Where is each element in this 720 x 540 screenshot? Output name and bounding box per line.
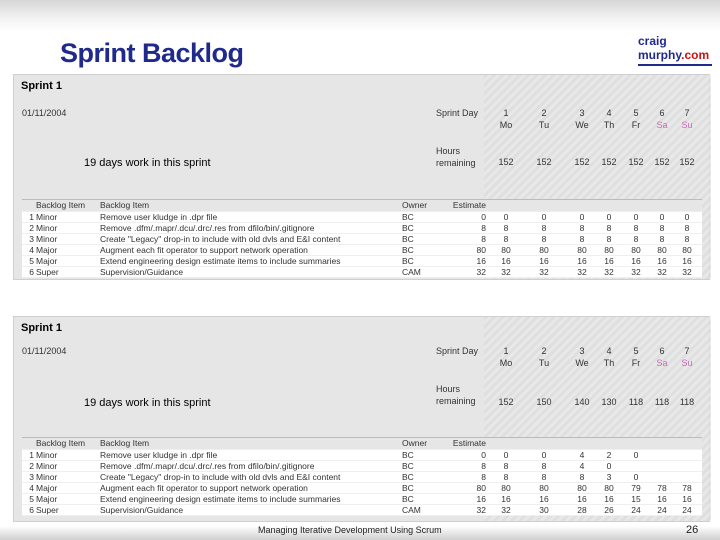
- row-item: Supervision/Guidance: [100, 505, 184, 515]
- row-day-hours: 16: [539, 256, 549, 266]
- header-backlog-item: Backlog Item: [36, 200, 86, 210]
- row-estimate: 0: [481, 212, 486, 222]
- row-day-hours: 8: [606, 223, 612, 233]
- logo-underline: [638, 64, 712, 66]
- row-day-hours: 80: [501, 483, 511, 493]
- row-day-hours: 0: [659, 212, 665, 222]
- row-estimate: 0: [481, 450, 486, 460]
- row-day-hours: 80: [604, 483, 614, 493]
- row-type: Minor: [36, 223, 58, 233]
- sprint-day-name: Tu: [538, 358, 550, 368]
- row-day-hours: 80: [577, 245, 587, 255]
- row-day-hours: 8: [541, 472, 547, 482]
- row-estimate: 80: [476, 483, 486, 493]
- row-type: Major: [36, 256, 58, 266]
- page-number: 26: [686, 524, 699, 536]
- row-day-hours: 80: [682, 245, 692, 255]
- days-work-note: 19 days work in this sprint: [84, 157, 211, 169]
- row-day-hours: 3: [606, 472, 612, 482]
- row-owner: BC: [402, 256, 414, 266]
- row-estimate: 32: [476, 267, 486, 277]
- row-day-hours: 26: [604, 505, 614, 515]
- row-number: 6: [29, 267, 34, 277]
- row-day-hours: 80: [604, 245, 614, 255]
- header-estimate: Estimate: [452, 438, 486, 448]
- sheet-date: 01/11/2004: [22, 108, 67, 118]
- sprint-day-number: 6: [659, 346, 665, 356]
- row-item: Remove .dfm/.mapr/.dcu/.drc/.res from dfilo/bin/.gitignore: [100, 223, 315, 233]
- row-item: Augment each fit operator to support network operation: [100, 483, 308, 493]
- hours-remaining-value: 152: [498, 397, 514, 407]
- sprint-day-name: Sa: [656, 120, 668, 130]
- logo-line-1: craig: [638, 34, 667, 48]
- header-backlog-desc: Backlog Item: [100, 438, 150, 448]
- row-estimate: 8: [481, 472, 486, 482]
- sprint-day-number: 5: [633, 108, 639, 118]
- hours-remaining-label: [436, 383, 476, 407]
- row-owner: BC: [402, 483, 414, 493]
- table-row: [22, 245, 702, 256]
- sprint-day-label: Sprint Day: [436, 108, 479, 118]
- row-day-hours: 8: [503, 234, 509, 244]
- top-gradient-band: [0, 0, 720, 32]
- row-day-hours: 0: [541, 212, 547, 222]
- row-number: 5: [29, 256, 34, 266]
- row-number: 2: [29, 223, 34, 233]
- row-number: 3: [29, 472, 34, 482]
- row-day-hours: 78: [682, 483, 692, 493]
- row-day-hours: 79: [631, 483, 641, 493]
- sprint-day-number: 1: [503, 346, 509, 356]
- table-row: [22, 223, 702, 234]
- row-estimate: 80: [476, 245, 486, 255]
- sprint-day-number: 3: [579, 346, 585, 356]
- row-day-hours: 32: [682, 267, 692, 277]
- sprint-backlog-sheet-1: [13, 74, 710, 280]
- row-day-hours: 32: [501, 267, 511, 277]
- row-day-hours: 16: [539, 494, 549, 504]
- row-day-hours: 80: [539, 483, 549, 493]
- table-row: [22, 483, 702, 494]
- table-row: [22, 461, 702, 472]
- row-estimate: 16: [476, 494, 486, 504]
- row-day-hours: 32: [501, 505, 511, 515]
- sprint-day-number: 4: [606, 346, 612, 356]
- row-item: Extend engineering design estimate items to include summaries: [100, 256, 341, 266]
- row-owner: BC: [402, 461, 414, 471]
- row-day-hours: 8: [684, 223, 690, 233]
- row-day-hours: 0: [606, 461, 612, 471]
- row-day-hours: 32: [631, 267, 641, 277]
- hours-remaining-value: 118: [679, 397, 695, 407]
- row-day-hours: 16: [577, 494, 587, 504]
- row-day-hours: 0: [606, 212, 612, 222]
- row-day-hours: 8: [503, 223, 509, 233]
- row-type: Minor: [36, 461, 58, 471]
- slide-footer: Managing Iterative Development Using Scrum: [258, 525, 442, 535]
- row-day-hours: 0: [541, 450, 547, 460]
- sprint-day-name: We: [575, 358, 589, 368]
- row-owner: BC: [402, 223, 414, 233]
- row-day-hours: 16: [657, 256, 667, 266]
- row-day-hours: 15: [631, 494, 641, 504]
- row-item: Augment each fit operator to support network operation: [100, 245, 308, 255]
- table-row: [22, 267, 702, 278]
- row-day-hours: 0: [503, 212, 509, 222]
- row-day-hours: 28: [577, 505, 587, 515]
- table-header-row: [22, 438, 702, 450]
- row-day-hours: 80: [631, 245, 641, 255]
- sprint-day-label: Sprint Day: [436, 346, 479, 356]
- row-day-hours: 8: [541, 223, 547, 233]
- hours-remaining-value: 152: [601, 157, 617, 167]
- header-backlog-item: Backlog Item: [36, 438, 86, 448]
- hours-remaining-label: [436, 145, 476, 169]
- table-header-row: [22, 200, 702, 212]
- row-day-hours: 0: [579, 212, 585, 222]
- row-item: Create "Legacy" drop-in to include with old dvls and E&I content: [100, 234, 341, 244]
- sprint-day-name: Fr: [631, 120, 641, 130]
- hours-remaining-value: 152: [498, 157, 514, 167]
- row-day-hours: 30: [539, 505, 549, 515]
- row-day-hours: 8: [633, 234, 639, 244]
- header-estimate: Estimate: [452, 200, 486, 210]
- days-work-note: 19 days work in this sprint: [84, 397, 211, 409]
- sprint-day-name: Mo: [499, 120, 513, 130]
- row-day-hours: 8: [579, 234, 585, 244]
- row-day-hours: 16: [682, 494, 692, 504]
- row-estimate: 8: [481, 234, 486, 244]
- row-day-hours: 80: [657, 245, 667, 255]
- row-day-hours: 32: [577, 267, 587, 277]
- sheet-date: 01/11/2004: [22, 346, 67, 356]
- hours-remaining-value: 152: [628, 157, 644, 167]
- row-type: Major: [36, 245, 58, 255]
- row-day-hours: 78: [657, 483, 667, 493]
- row-day-hours: 16: [657, 494, 667, 504]
- row-number: 3: [29, 234, 34, 244]
- sheet-title: Sprint 1: [21, 80, 62, 92]
- row-estimate: 16: [476, 256, 486, 266]
- sprint-day-number: 2: [541, 346, 547, 356]
- row-estimate: 32: [476, 505, 486, 515]
- table-row: [22, 212, 702, 223]
- row-day-hours: 16: [501, 256, 511, 266]
- sprint-day-number: 6: [659, 108, 665, 118]
- hours-remaining-value: 152: [679, 157, 695, 167]
- row-day-hours: 8: [579, 223, 585, 233]
- row-day-hours: 16: [682, 256, 692, 266]
- header-owner: Owner: [402, 438, 428, 448]
- row-estimate: 8: [481, 461, 486, 471]
- row-number: 2: [29, 461, 34, 471]
- row-item: Extend engineering design estimate items to include summaries: [100, 494, 341, 504]
- row-day-hours: 0: [633, 212, 639, 222]
- logo-name: murphy: [638, 48, 682, 62]
- row-day-hours: 8: [503, 461, 509, 471]
- row-day-hours: 80: [539, 245, 549, 255]
- row-item: Create "Legacy" drop-in to include with old dvls and E&I content: [100, 472, 341, 482]
- hours-label-line-1: Hours: [436, 146, 461, 156]
- row-day-hours: 8: [659, 223, 665, 233]
- row-day-hours: 16: [631, 256, 641, 266]
- row-type: Minor: [36, 472, 58, 482]
- header-backlog-desc: Backlog Item: [100, 200, 150, 210]
- logo-domain: .com: [681, 48, 710, 62]
- sprint-day-name: Su: [681, 120, 693, 130]
- row-item: Supervision/Guidance: [100, 267, 184, 277]
- row-day-hours: 16: [501, 494, 511, 504]
- row-type: Super: [36, 267, 59, 277]
- hours-remaining-value: 118: [654, 397, 670, 407]
- row-type: Minor: [36, 450, 58, 460]
- row-day-hours: 8: [503, 472, 509, 482]
- row-type: Major: [36, 483, 58, 493]
- sprint-day-number: 7: [684, 108, 690, 118]
- hours-label-line-2: remaining: [436, 158, 476, 168]
- table-row: [22, 505, 702, 516]
- row-day-hours: 80: [577, 483, 587, 493]
- row-day-hours: 32: [539, 267, 549, 277]
- row-owner: BC: [402, 472, 414, 482]
- table-row: [22, 494, 702, 505]
- row-day-hours: 4: [579, 461, 585, 471]
- sprint-day-name: Tu: [538, 120, 550, 130]
- row-owner: BC: [402, 212, 414, 222]
- row-day-hours: 8: [606, 234, 612, 244]
- row-day-hours: 8: [633, 223, 639, 233]
- table-row: [22, 472, 702, 483]
- row-number: 6: [29, 505, 34, 515]
- row-day-hours: 8: [659, 234, 665, 244]
- row-number: 4: [29, 483, 34, 493]
- table-row: [22, 234, 702, 245]
- hours-remaining-value: 130: [601, 397, 617, 407]
- row-day-hours: 8: [684, 234, 690, 244]
- row-owner: BC: [402, 245, 414, 255]
- hours-remaining-value: 140: [574, 397, 590, 407]
- slide-title: Sprint Backlog: [60, 38, 244, 68]
- sprint-day-name: Fr: [631, 358, 641, 368]
- row-number: 1: [29, 212, 34, 222]
- backlog-table: [22, 437, 702, 516]
- sprint-backlog-sheet-2: [13, 316, 710, 522]
- row-item: Remove user kludge in .dpr file: [100, 450, 218, 460]
- logo-line-2: [638, 48, 716, 62]
- row-day-hours: 0: [633, 450, 639, 460]
- row-day-hours: 0: [633, 472, 639, 482]
- table-row: [22, 256, 702, 267]
- row-day-hours: 16: [577, 256, 587, 266]
- row-day-hours: 2: [606, 450, 612, 460]
- row-type: Major: [36, 494, 58, 504]
- row-day-hours: 24: [682, 505, 692, 515]
- row-number: 4: [29, 245, 34, 255]
- row-type: Super: [36, 505, 59, 515]
- sprint-day-name: Th: [603, 120, 615, 130]
- hours-label-line-2: remaining: [436, 396, 476, 406]
- row-day-hours: 32: [657, 267, 667, 277]
- row-day-hours: 24: [631, 505, 641, 515]
- row-number: 5: [29, 494, 34, 504]
- row-owner: BC: [402, 494, 414, 504]
- sprint-day-name: Su: [681, 358, 693, 368]
- hours-remaining-value: 152: [654, 157, 670, 167]
- sprint-day-number: 2: [541, 108, 547, 118]
- row-item: Remove .dfm/.mapr/.dcu/.drc/.res from dfilo/bin/.gitignore: [100, 461, 315, 471]
- sprint-day-name: We: [575, 120, 589, 130]
- row-day-hours: 0: [684, 212, 690, 222]
- row-day-hours: 8: [541, 461, 547, 471]
- backlog-table: [22, 199, 702, 278]
- row-day-hours: 32: [604, 267, 614, 277]
- sprint-day-number: 7: [684, 346, 690, 356]
- row-owner: BC: [402, 450, 414, 460]
- row-day-hours: 0: [503, 450, 509, 460]
- sprint-day-name: Mo: [499, 358, 513, 368]
- sprint-day-number: 3: [579, 108, 585, 118]
- sprint-day-number: 5: [633, 346, 639, 356]
- hours-remaining-value: 152: [536, 157, 552, 167]
- sprint-day-number: 1: [503, 108, 509, 118]
- row-item: Remove user kludge in .dpr file: [100, 212, 218, 222]
- row-day-hours: 24: [657, 505, 667, 515]
- row-day-hours: 8: [579, 472, 585, 482]
- sprint-day-name: Sa: [656, 358, 668, 368]
- row-number: 1: [29, 450, 34, 460]
- header-owner: Owner: [402, 200, 428, 210]
- sheet-title: Sprint 1: [21, 322, 62, 334]
- row-estimate: 8: [481, 223, 486, 233]
- row-day-hours: 80: [501, 245, 511, 255]
- row-day-hours: 8: [541, 234, 547, 244]
- row-type: Minor: [36, 234, 58, 244]
- sprint-day-name: Th: [603, 358, 615, 368]
- hours-remaining-value: 118: [628, 397, 644, 407]
- hours-remaining-value: 152: [574, 157, 590, 167]
- row-owner: CAM: [402, 267, 421, 277]
- sprint-day-number: 4: [606, 108, 612, 118]
- row-type: Minor: [36, 212, 58, 222]
- row-owner: BC: [402, 234, 414, 244]
- hours-label-line-1: Hours: [436, 384, 461, 394]
- row-owner: CAM: [402, 505, 421, 515]
- row-day-hours: 16: [604, 494, 614, 504]
- hours-remaining-value: 150: [536, 397, 552, 407]
- table-row: [22, 450, 702, 461]
- row-day-hours: 4: [579, 450, 585, 460]
- row-day-hours: 16: [604, 256, 614, 266]
- site-logo: [638, 34, 716, 70]
